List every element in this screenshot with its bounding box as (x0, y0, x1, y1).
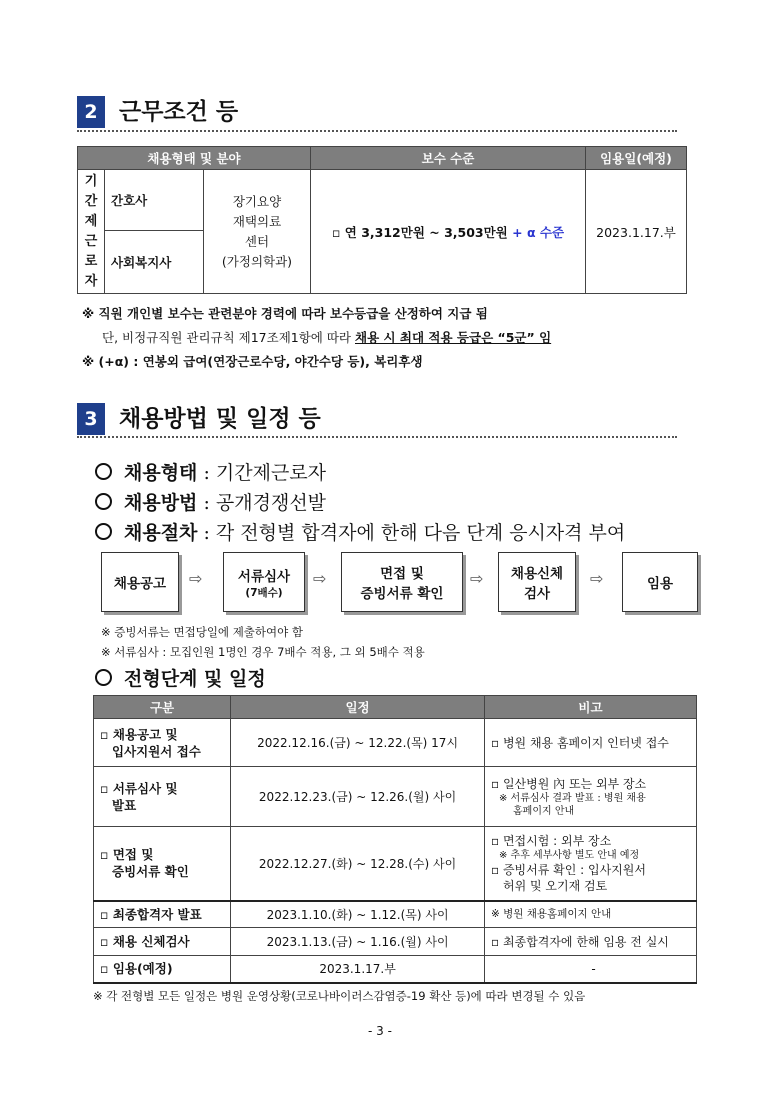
page-number: - 3 - (368, 1024, 392, 1038)
circle-bullet-icon (95, 463, 112, 480)
arrow-right-icon: ⇨ (590, 569, 604, 588)
section-title: 근무조건 등 (119, 99, 239, 125)
table-row: ▫ 면접 및 증빙서류 확인 2022.12.27.(화) ~ 12.28.(수) 사이 ▫ 면접시험 : 외부 장소 ※ 추후 세부사항 별도 안내 예정 ▫ 증빙서류 확인 : 입사지원서 허위 및 오기재 검토 (94, 827, 697, 901)
section-number-badge: 2 (77, 96, 105, 128)
pay-level-cell: ▫ 연 3,312만원 ~ 3,503만원 + α 수준 (311, 170, 586, 294)
section-number-badge: 3 (77, 403, 105, 435)
table-row: ▫ 서류심사 및 발표 2022.12.23.(금) ~ 12.26.(월) 사이 ▫ 일산병원 內 또는 외부 장소 ※ 서류심사 결과 발표 : 병원 채용 홈페이지 안내 (94, 767, 697, 827)
role-nurse: 간호사 (105, 170, 204, 231)
arrow-right-icon: ⇨ (189, 569, 203, 588)
header-remarks: 비고 (485, 696, 697, 719)
schedule-table (93, 695, 697, 984)
grade-note: 단, 비정규직원 관리규칙 제17조제1항에 따라 채용 시 최대 적용 등급은 “5군” 임 (102, 330, 552, 345)
working-conditions-table (77, 146, 687, 294)
header-stage: 구분 (94, 696, 231, 719)
section-title: 채용방법 및 일정 등 (119, 406, 321, 432)
circle-bullet-icon (95, 523, 112, 540)
start-date-cell: 2023.1.17.부 (586, 170, 687, 294)
schedule-footnote: ※ 각 전형별 모든 일정은 병원 운영상황(코로나바이러스감염증-19 확산 등)에 따라 변경될 수 있음 (93, 989, 586, 1003)
schedule-title: 전형단계 및 일정 (95, 664, 266, 691)
role-social-worker: 사회복지사 (105, 231, 204, 294)
flow-note-documents: ※ 증빙서류는 면접당일에 제출하여야 함 (101, 625, 303, 639)
header-employment-type: 채용형태 및 분야 (78, 147, 311, 170)
header-pay: 보수 수준 (311, 147, 586, 170)
flow-step-announcement: 채용공고 (101, 552, 179, 612)
header-schedule: 일정 (231, 696, 485, 719)
circle-bullet-icon (95, 669, 112, 686)
arrow-right-icon: ⇨ (313, 569, 327, 588)
item-recruitment-procedure: 채용절차 : 각 전형별 합격자에 한해 다음 단계 응시자격 부여 (95, 518, 625, 545)
flow-step-interview: 면접 및 증빙서류 확인 (341, 552, 463, 612)
department-cell: 장기요양 재택의료 센터 (가정의학과) (204, 170, 311, 294)
table-row: ▫ 임용(예정) 2023.1.17.부 - (94, 956, 697, 983)
flow-step-medical-check: 채용신체 검사 (498, 552, 576, 612)
section-divider (77, 130, 677, 132)
flow-note-multiplier: ※ 서류심사 : 모집인원 1명인 경우 7배수 적용, 그 외 5배수 적용 (101, 645, 425, 659)
arrow-right-icon: ⇨ (470, 569, 484, 588)
section-divider (77, 436, 677, 438)
table-row: ▫ 최종합격자 발표 2023.1.10.(화) ~ 1.12.(목) 사이 ※ 병원 채용홈페이지 안내 (94, 901, 697, 928)
header-start-date: 임용일(예정) (586, 147, 687, 170)
flow-step-document-review: 서류심사 (7배수) (223, 552, 305, 612)
alpha-note: ※ (+α) : 연봉외 급여(연장근로수당, 야간수당 등), 복리후생 (82, 354, 423, 369)
table-row: ▫ 채용 신체검사 2023.1.13.(금) ~ 1.16.(월) 사이 ▫ 최종합격자에 한해 임용 전 실시 (94, 928, 697, 956)
table-row: ▫ 채용공고 및 입사지원서 접수 2022.12.16.(금) ~ 12.22.(목) 17시 ▫ 병원 채용 홈페이지 인터넷 접수 (94, 719, 697, 767)
flow-step-appointment: 임용 (622, 552, 698, 612)
item-employment-type: 채용형태 : 기간제근로자 (95, 458, 326, 485)
employment-type-cell: 기 간 제 근 로 자 (78, 170, 105, 294)
item-recruitment-method: 채용방법 : 공개경쟁선발 (95, 488, 326, 515)
circle-bullet-icon (95, 493, 112, 510)
pay-note: ※ 직원 개인별 보수는 관련분야 경력에 따라 보수등급을 산정하여 지급 됨 (82, 306, 488, 321)
